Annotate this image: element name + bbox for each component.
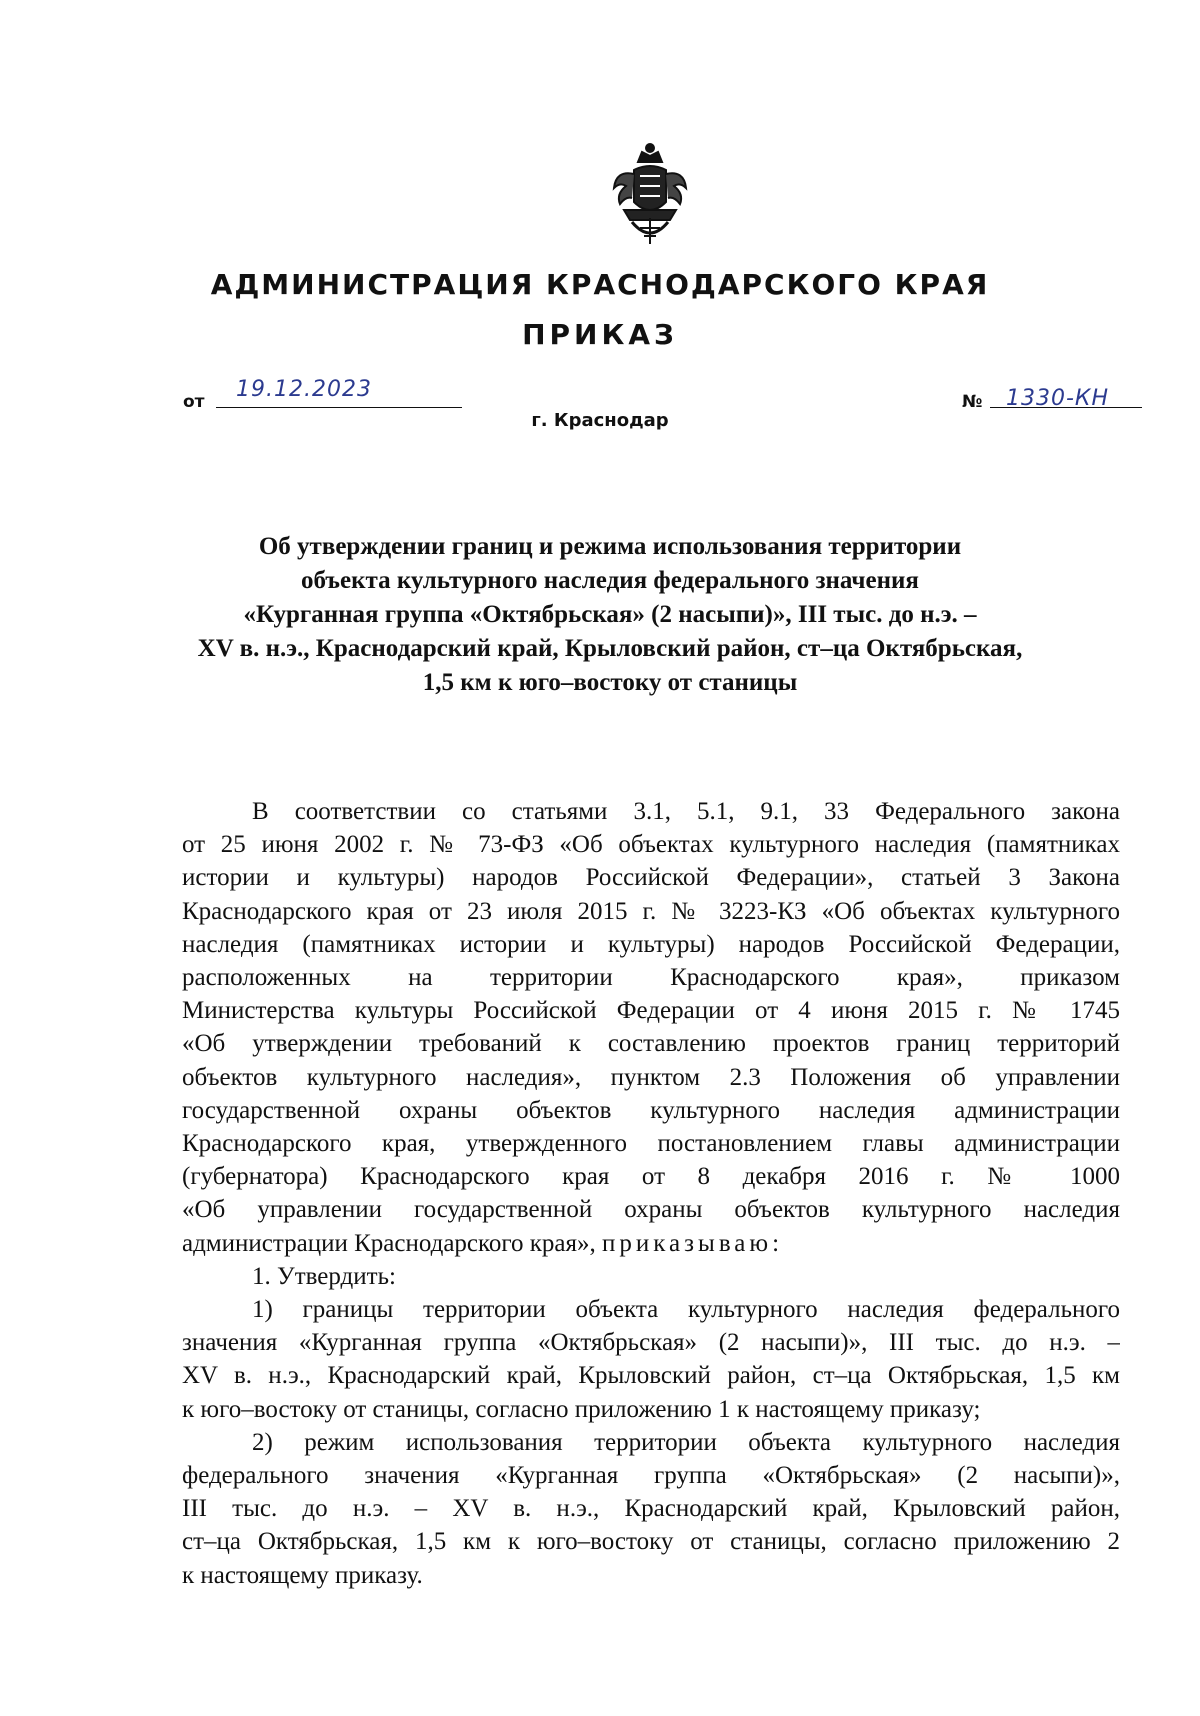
body-line: XV в. н.э., Краснодарский край, Крыловский район, ст–ца Октябрьская, 1,5 км xyxy=(182,1362,1120,1390)
body-line: объектов культурного наследия», пунктом 2.3 Положения об управлении xyxy=(182,1063,1120,1091)
body-line: государственной охраны объектов культурного наследия администрации xyxy=(182,1096,1120,1124)
body-line: расположенных на территории Краснодарского края», приказом xyxy=(182,964,1120,992)
body-line: от 25 июня 2002 г. № 73-ФЗ «Об объектах культурного наследия (памятниках xyxy=(182,831,1120,859)
title-line: XV в. н.э., Краснодарский край, Крыловский район, ст–ца Октябрьская, xyxy=(197,635,1023,662)
title-line: «Курганная группа «Октябрьская» (2 насыпи)», III тыс. до н.э. – xyxy=(243,601,977,628)
body-line: 1) границы территории объекта культурного наследия федерального xyxy=(252,1296,1120,1324)
body-line: федерального значения «Курганная группа «Октябрьская» (2 насыпи)», xyxy=(182,1462,1120,1490)
coat-of-arms-icon xyxy=(610,140,690,248)
body-line: Краснодарского края, утвержденного постановлением главы администрации xyxy=(182,1130,1120,1158)
number-prefix: № xyxy=(962,392,983,412)
date-prefix: от xyxy=(183,392,205,412)
title-line: Об утверждении границ и режима использования территории xyxy=(258,533,962,560)
city-name: г. Краснодар xyxy=(531,410,669,431)
date-value: 19.12.2023 xyxy=(236,377,372,402)
body-line: В соответствии со статьями 3.1, 5.1, 9.1, 33 Федерального закона xyxy=(252,798,1120,825)
title-line: объекта культурного наследия федерального значения xyxy=(301,567,919,594)
body-line: Министерства культуры Российской Федерации от 4 июня 2015 г. № 1745 xyxy=(182,997,1120,1025)
body-line: «Об управлении государственной охраны объектов культурного наследия xyxy=(182,1196,1120,1224)
date-underline xyxy=(216,407,462,408)
body-line: значения «Курганная группа «Октябрьская» (2 насыпи)», III тыс. до н.э. – xyxy=(182,1329,1120,1357)
body-line: к настоящему приказу. xyxy=(182,1561,423,1589)
document-title xyxy=(140,530,1080,700)
body-line: (губернатора) Краснодарского края от 8 декабря 2016 г. № 1000 xyxy=(182,1163,1120,1191)
body-line: наследия (памятниках истории и культуры) народов Российской Федерации, xyxy=(182,930,1120,958)
body-line: III тыс. до н.э. – XV в. н.э., Краснодарский край, Крыловский район, xyxy=(182,1495,1120,1523)
organization-name: АДМИНИСТРАЦИЯ КРАСНОДАРСКОГО КРАЯ xyxy=(210,268,990,301)
document-body xyxy=(182,795,1120,1592)
body-line: ст–ца Октябрьская, 1,5 км к юго–востоку от станицы, согласно приложению 2 xyxy=(182,1528,1120,1556)
number-value: 1330-КН xyxy=(1006,386,1110,411)
body-line: к юго–востоку от станицы, согласно приложению 1 к настоящему приказу; xyxy=(182,1395,981,1423)
body-line: 1. Утвердить: xyxy=(252,1262,396,1290)
body-line: 2) режим использования территории объекта культурного наследия xyxy=(252,1428,1120,1456)
body-line: истории и культуры) народов Российской Федерации», статьей 3 Закона xyxy=(182,864,1120,892)
body-line: «Об утверждении требований к составлению проектов границ территорий xyxy=(182,1030,1120,1058)
document-type: ПРИКАЗ xyxy=(522,318,678,351)
order-word: приказываю: xyxy=(602,1229,784,1257)
body-text: администрации Краснодарского края», xyxy=(182,1229,596,1257)
body-line xyxy=(182,1227,1120,1260)
body-line: Краснодарского края от 23 июля 2015 г. № 3223-КЗ «Об объектах культурного xyxy=(182,897,1120,925)
title-line: 1,5 км к юго–востоку от станицы xyxy=(422,669,798,696)
